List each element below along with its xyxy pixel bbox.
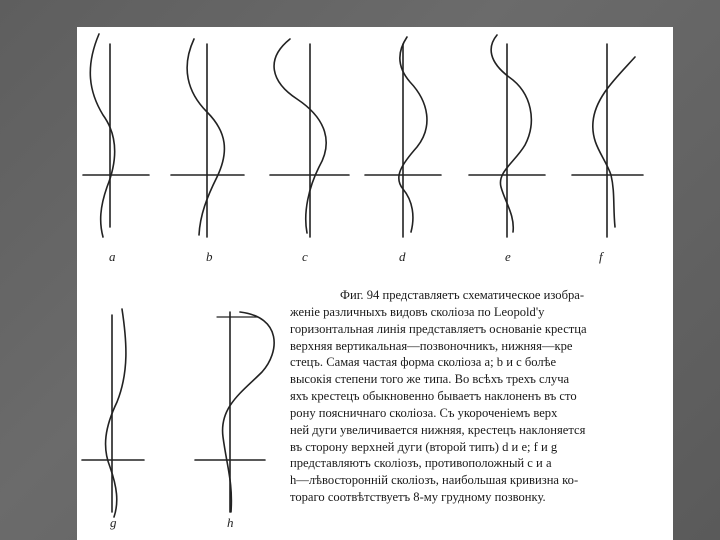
curve-g [106, 309, 126, 517]
caption-line: тораго соотвѣтствуетъ 8-му грудному позвонку. [290, 490, 546, 505]
diagram-c [270, 39, 349, 237]
diagram-f [572, 44, 643, 237]
label-b: b [206, 249, 213, 264]
curve-c [274, 39, 326, 233]
caption-line: представляютъ сколіозъ, противоположный c и a [290, 456, 552, 471]
label-h: h [227, 515, 234, 530]
label-a: a [109, 249, 116, 264]
diagram-g [82, 309, 144, 517]
figure-caption [290, 287, 673, 506]
label-e: e [505, 249, 511, 264]
diagram-d [365, 37, 441, 237]
caption-line: горизонтальная линія представляетъ основаніе крестца [290, 321, 587, 336]
caption-line: ней дуги увеличивается нижняя, крестецъ наклоняется [290, 422, 586, 437]
caption-line: женіе различныхъ видовъ сколіоза по Leopold'у [290, 304, 545, 319]
caption-line: яхъ крестецъ обыкновенно бываетъ наклоненъ въ сто [290, 389, 577, 404]
label-c: c [302, 249, 308, 264]
diagram-a [83, 34, 149, 237]
caption-line: h—лѣвосторонній сколіозъ, наибольшая кривизна ко- [290, 473, 579, 488]
curve-a [90, 34, 114, 237]
caption-line: Фиг. 94 представляетъ схематическое изобра- [340, 288, 585, 302]
diagram-b [171, 39, 244, 237]
caption-line: въ сторону верхней дуги (второй типъ) d и e; f и g [290, 439, 558, 454]
caption-line: рону поясничнаго сколіоза. Съ укороченіемъ верх [290, 405, 558, 420]
curve-f [593, 57, 635, 227]
curve-e [491, 35, 531, 232]
label-f: f [599, 249, 603, 264]
diagram-e [469, 35, 545, 237]
diagram-h [195, 312, 274, 512]
label-d: d [399, 249, 406, 264]
caption-line: стецъ. Самая частая форма сколіоза a; b и c болѣе [290, 355, 557, 370]
scanned-page [77, 27, 673, 540]
curve-b [187, 39, 224, 235]
caption-line: верхняя вертикальная—позвоночникъ, нижняя—кре [290, 338, 573, 353]
caption-line: высокія степени того же типа. Во всѣхъ трехъ случа [290, 372, 570, 387]
label-g: g [110, 515, 117, 530]
